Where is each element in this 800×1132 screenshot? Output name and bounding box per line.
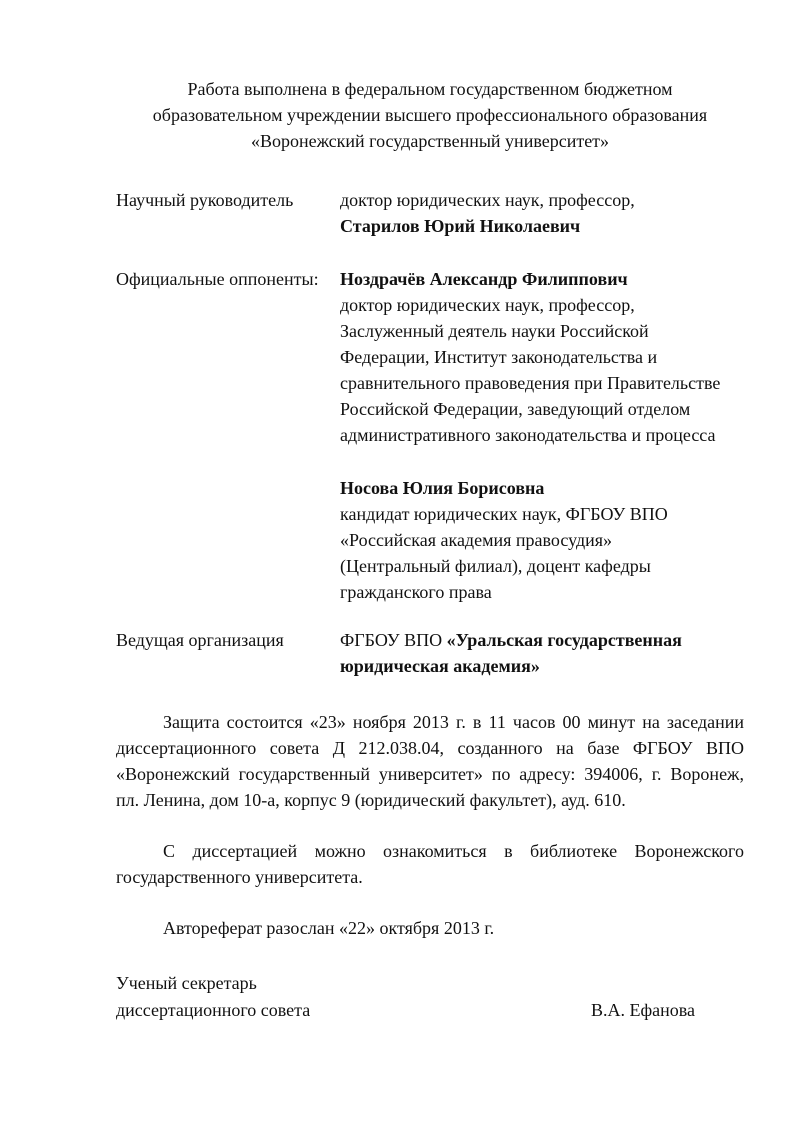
defense-line: Защита состоится «23» ноября 2013 г. в 11 часов 00 минут на заседании — [163, 712, 744, 732]
header-line: «Воронежский государственный университет» — [250, 131, 610, 151]
library-paragraph — [116, 838, 744, 890]
opponent-first-line: доктор юридических наук, профессор, — [340, 295, 635, 315]
header-line: Работа выполнена в федеральном государственном бюджетном — [187, 79, 673, 99]
opponent-second-line: «Российская академия правосудия» — [340, 530, 613, 550]
leading-org-info — [340, 627, 760, 679]
leading-org-name: «Уральская государственная — [446, 630, 682, 650]
abstract-sent-text: Автореферат разослан «22» октября 2013 г. — [163, 918, 495, 938]
opponent-second-line: (Центральный филиал), доцент кафедры — [340, 556, 651, 576]
secretary-name: В.А. Ефанова — [591, 1000, 696, 1020]
opponent-first-line: административного законодательства и процесса — [340, 425, 716, 445]
defense-line: диссертационного совета Д 212.038.04, созданного на базе ФГБОУ ВПО — [116, 738, 744, 758]
opponent-second-line: гражданского права — [340, 582, 492, 602]
supervisor-label: Научный руководитель — [116, 190, 294, 210]
opponent-first — [340, 266, 760, 448]
institution-header — [100, 76, 760, 154]
opponent-first-line: Федерации, Институт законодательства и — [340, 347, 658, 367]
opponent-second-line: кандидат юридических наук, ФГБОУ ВПО — [340, 504, 668, 524]
defense-line: пл. Ленина, дом 10-а, корпус 9 (юридический факультет), ауд. 610. — [116, 790, 626, 810]
opponent-first-name: Ноздрачёв Александр Филиппович — [340, 269, 628, 289]
opponent-second — [340, 475, 760, 605]
secretary-title: Ученый секретарь — [116, 973, 257, 993]
library-line: государственного университета. — [116, 867, 363, 887]
supervisor-degree: доктор юридических наук, профессор, — [340, 190, 635, 210]
leading-org-name-cont: юридическая академия» — [340, 656, 540, 676]
opponent-second-name: Носова Юлия Борисовна — [340, 478, 545, 498]
opponent-first-line: Заслуженный деятель науки Российской — [340, 321, 649, 341]
opponents-label: Официальные оппоненты: — [116, 269, 319, 289]
opponent-first-line: сравнительного правоведения при Правительстве — [340, 373, 721, 393]
defense-line: «Воронежский государственный университет» по адресу: 394006, г. Воронеж, — [116, 764, 744, 784]
header-line: образовательном учреждении высшего профессионального образования — [152, 105, 708, 125]
leading-org-label: Ведущая организация — [116, 630, 284, 650]
secretary-council: диссертационного совета — [116, 1000, 311, 1020]
library-line: С диссертацией можно ознакомиться в библиотеке Воронежского — [163, 841, 744, 861]
abstract-sent-paragraph — [116, 915, 744, 941]
defense-paragraph — [116, 709, 744, 813]
opponent-first-line: Российской Федерации, заведующий отделом — [340, 399, 691, 419]
supervisor-info — [340, 187, 760, 239]
leading-org-prefix: ФГБОУ ВПО — [340, 630, 447, 650]
supervisor-name: Старилов Юрий Николаевич — [340, 216, 581, 236]
